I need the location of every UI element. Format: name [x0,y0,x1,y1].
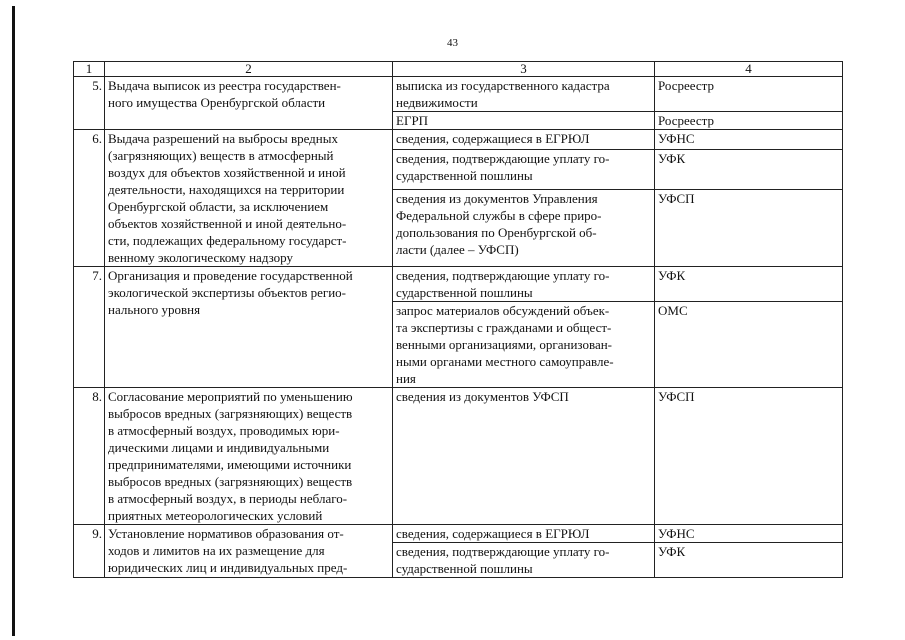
info-cell: сведения, содержащиеся в ЕГРЮЛ [393,130,655,150]
table-row [74,525,843,543]
column-header-4: 4 [655,62,843,77]
agency-cell: УФК [655,267,843,302]
service-name: Организация и проведение государственной экологической экспертизы объектов регио- нального уровня [105,267,393,388]
info-cell: сведения из документов УФСП [393,388,655,525]
header-row [74,62,843,77]
page-margin-bar [12,6,15,636]
agency-cell: УФК [655,150,843,189]
column-header-1: 1 [74,62,105,77]
info-cell: сведения, подтверждающие уплату го- сударственной пошлины [393,543,655,578]
service-name: Выдача выписок из реестра государствен- ного имущества Оренбургской области [105,77,393,130]
info-cell: сведения из документов Управления Федеральной службы в сфере приро- допользования по Оренбургской об- ласти (далее – УФСП) [393,189,655,267]
service-name: Согласование мероприятий по уменьшению выбросов вредных (загрязняющих) веществ в атмосферный воздух, проводимых юри- дическими лицами и индивидуальными предпринимателями, имеющими источники выбросов вредных (загрязняющих) веществ в атмосферный воздух, в периоды неблаго- приятных метеорологических условий [105,388,393,525]
agency-cell: УФСП [655,189,843,267]
agency-cell: УФНС [655,525,843,543]
info-cell: сведения, содержащиеся в ЕГРЮЛ [393,525,655,543]
info-cell: сведения, подтверждающие уплату го- сударственной пошлины [393,150,655,189]
agency-cell: Росреестр [655,77,843,112]
row-number: 7. [74,267,105,388]
page-number: 43 [447,37,458,49]
agency-cell: УФНС [655,130,843,150]
row-number: 9. [74,525,105,578]
table-row [74,267,843,302]
service-name: Установление нормативов образования от- ходов и лимитов на их размещение для юридических лиц и индивидуальных пред- [105,525,393,578]
column-header-2: 2 [105,62,393,77]
column-header-3: 3 [393,62,655,77]
info-cell: ЕГРП [393,112,655,130]
services-table [73,61,843,578]
info-cell: сведения, подтверждающие уплату го- сударственной пошлины [393,267,655,302]
agency-cell: ОМС [655,302,843,388]
agency-cell: Росреестр [655,112,843,130]
info-cell: запрос материалов обсуждений объек- та экспертизы с гражданами и общест- венными организациями, организован- ными органами местного самоуправле- ния [393,302,655,388]
table-row [74,77,843,112]
agency-cell: УФСП [655,388,843,525]
info-cell: выписка из государственного кадастра недвижимости [393,77,655,112]
table-row [74,130,843,150]
row-number: 8. [74,388,105,525]
table-row [74,388,843,525]
row-number: 5. [74,77,105,130]
agency-cell: УФК [655,543,843,578]
service-name: Выдача разрешений на выбросы вредных (загрязняющих) веществ в атмосферный воздух для объектов хозяйственной и иной деятельности, находящихся на территории Оренбургской области, за исключением объектов хозяйственной и иной деятельно- сти, подлежащих федеральному государст- венному экологическому надзору [105,130,393,267]
row-number: 6. [74,130,105,267]
